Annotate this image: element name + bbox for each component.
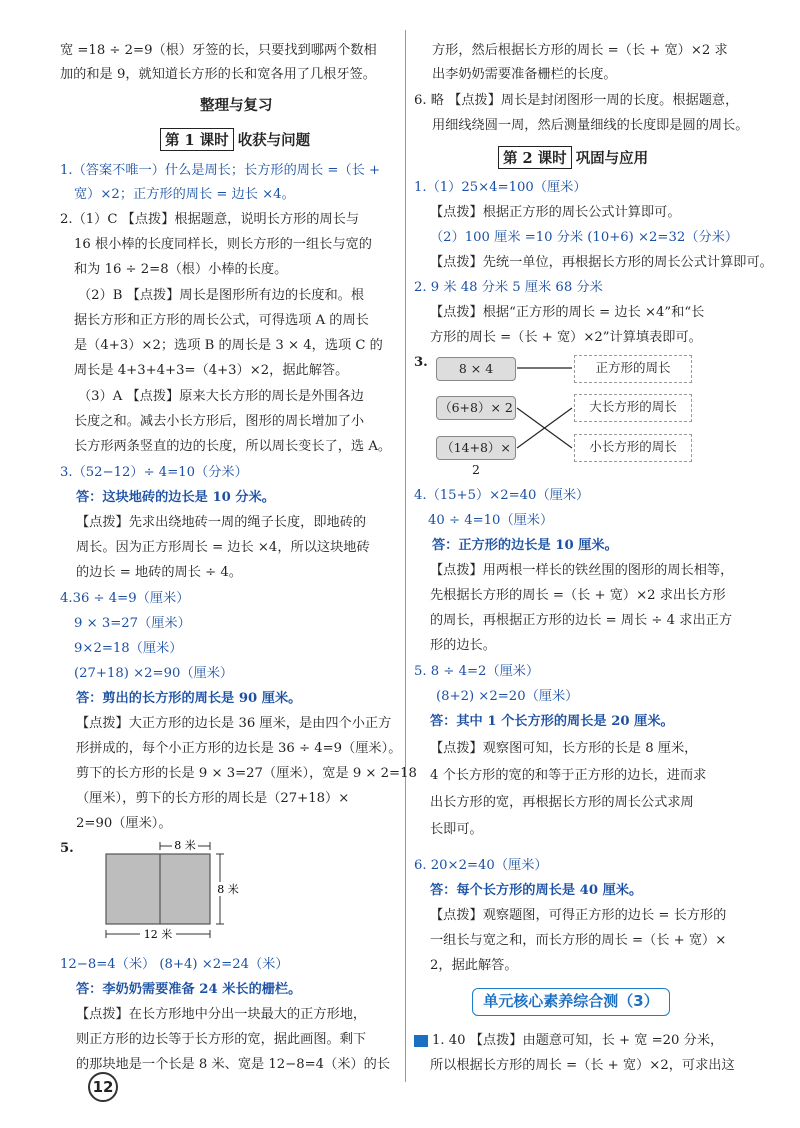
answer-line: 【点拨】根据正方形的周长公式计算即可。 <box>430 205 681 220</box>
lesson-number: 第 1 课时 <box>160 128 234 151</box>
label-box: 正方形的周长 <box>574 355 692 383</box>
answer-line: 是（4+3）×2；选项 B 的周长是 3 × 4，选项 C 的 <box>74 338 383 353</box>
bottom-dimension-label: 12 米 <box>143 928 173 941</box>
section-marker-icon <box>414 1035 428 1047</box>
answer-line: 出李奶奶需要准备栅栏的长度。 <box>432 67 617 82</box>
answer-line: 6. 20×2=40（厘米） <box>414 858 548 873</box>
answer-line: 据长方形和正方形的周长公式，可得选项 A 的周长 <box>74 313 369 328</box>
answer-line: 用细线绕圆一周，然后测量细线的长度即是圆的周长。 <box>432 118 749 133</box>
answer-line: 答：正方形的边长是 10 厘米。 <box>432 538 618 553</box>
answer-line: 方形，然后根据长方形的周长 =（长 + 宽）×2 求 <box>432 43 728 58</box>
answer-line: 的那块地是一个长是 8 米、宽是 12−8=4（米）的长 <box>76 1057 390 1072</box>
answer-line: 【点拨】根据“正方形的周长 = 边长 ×4”和“长 <box>430 305 705 320</box>
intro-line: 宽 =18 ÷ 2=9（根）牙签的长，只要找到哪两个数相 <box>60 43 377 58</box>
answer-line: 4.36 ÷ 4=9（厘米） <box>60 591 190 606</box>
answer-line: 剪下的长方形的长是 9 × 3=27（厘米），宽是 9 × 2=18 <box>76 766 417 781</box>
answer-line: 1.（1）25×4=100（厘米） <box>414 180 587 195</box>
answer-line: 则正方形的边长等于长方形的宽，据此画图。剩下 <box>76 1032 367 1047</box>
answer-line: 先根据长方形的周长 =（长 + 宽）×2 求出长方形 <box>430 588 726 603</box>
lesson-name: 收获与问题 <box>237 132 311 149</box>
unit-test-title: 单元核心素养综合测（3） <box>472 988 670 1016</box>
answer-line: 【点拨】先求出绕地砖一周的绳子长度，即地砖的 <box>76 515 367 530</box>
answer-line: 2. 9 米 48 分米 5 厘米 68 分米 <box>414 280 603 295</box>
answer-line: 【点拨】大正方形的边长是 36 厘米，是由四个小正方 <box>76 716 392 731</box>
answer-line: 2.（1）C 【点拨】根据题意，说明长方形的周长与 <box>60 212 360 227</box>
question-number: 5. <box>60 841 74 856</box>
answer-line: 16 根小棒的长度同样长，则长方形的一组长与宽的 <box>74 237 372 252</box>
answer-line: 【点拨】先统一单位，再根据长方形的周长公式计算即可。 <box>430 255 773 270</box>
answer-line: 9 × 3=27（厘米） <box>74 616 191 631</box>
answer-line: 长即可。 <box>430 822 483 837</box>
rectangle-plot-figure <box>96 836 286 946</box>
expression-box: 8 × 4 <box>436 357 516 381</box>
answer-line: 6. 略 【点拨】周长是封闭图形一周的长度。根据题意， <box>414 93 739 108</box>
answer-line: 【点拨】观察题图，可得正方形的边长 = 长方形的 <box>430 908 727 923</box>
answer-line: 5. 8 ÷ 4=2（厘米） <box>414 664 540 679</box>
answer-line: 的周长，再根据正方形的边长 = 周长 ÷ 4 求出正方 <box>430 613 733 628</box>
answer-line: 2=90（厘米）。 <box>76 816 172 831</box>
answer-line: 长方形两条竖直的边的长度，所以周长变长了，选 A。 <box>74 439 392 454</box>
expression-box: （14+8）× 2 <box>436 436 516 460</box>
answer-line: （厘米），剪下的长方形的周长是（27+18）× <box>76 791 350 806</box>
answer-line: 40 ÷ 4=10（厘米） <box>428 513 554 528</box>
answer-line: 形拼成的，每个小正方形的边长是 36 ÷ 4=9（厘米）。 <box>76 741 402 756</box>
answer-line: 周长。因为正方形周长 = 边长 ×4，所以这块地砖 <box>76 540 370 555</box>
answer-line: 3.（52−12）÷ 4=10（分米） <box>60 465 248 480</box>
answer-line: 答：李奶奶需要准备 24 米长的栅栏。 <box>76 982 302 997</box>
answer-line: 1. 40 【点拨】由题意可知，长 + 宽 =20 分米， <box>414 1032 723 1050</box>
answer-line: 9×2=18（厘米） <box>74 641 183 656</box>
answer-line: 【点拨】观察图可知，长方形的长是 8 厘米， <box>430 741 698 756</box>
answer-line: 答：这块地砖的边长是 10 分米。 <box>76 490 275 505</box>
answer-line: 宽）×2；正方形的周长 = 边长 ×4。 <box>74 187 295 202</box>
label-box: 大长方形的周长 <box>574 394 692 422</box>
answer-line: 周长是 4+3+4+3=（4+3）×2，据此解答。 <box>74 363 349 378</box>
answer-line: 【点拨】在长方形地中分出一块最大的正方形地， <box>76 1007 367 1022</box>
answer-line: 4 个长方形的宽的和等于正方形的边长，进而求 <box>430 768 707 783</box>
column-divider <box>405 30 406 1082</box>
section-title: 整理与复习 <box>200 97 273 114</box>
answer-line: 的边长 = 地砖的周长 ÷ 4。 <box>76 565 242 580</box>
answer-line: 长度之和。减去小长方形后，图形的周长增加了小 <box>74 414 365 429</box>
answer-line: (8+2) ×2=20（厘米） <box>436 689 579 704</box>
answer-line: （2）100 厘米 =10 分米 (10+6) ×2=32（分米） <box>430 230 739 245</box>
right-dimension-label: 8 米 <box>217 883 239 896</box>
answer-line: 形的边长。 <box>430 638 496 653</box>
intro-line: 加的和是 9，就知道长方形的长和宽各用了几根牙签。 <box>60 67 376 82</box>
answer-line: 出长方形的宽，再根据长方形的周长公式求周 <box>430 795 694 810</box>
answer-line: 方形的周长 =（长 + 宽）×2”计算填表即可。 <box>430 330 702 345</box>
lesson-number: 第 2 课时 <box>498 146 572 169</box>
expression-box: （6+8）× 2 <box>436 396 516 420</box>
answer-line: 和为 16 ÷ 2=8（根）小棒的长度。 <box>74 262 288 277</box>
answer-line: 2，据此解答。 <box>430 958 518 973</box>
answer-line: （2）B 【点拨】周长是图形所有边的长度和。根 <box>78 288 365 303</box>
answer-line: 12−8=4（米） (8+4) ×2=24（米） <box>60 957 289 972</box>
answer-line: （3）A 【点拨】原来大长方形的周长是外围各边 <box>78 389 364 404</box>
lesson-1-heading <box>160 128 310 151</box>
answer-line: 答：其中 1 个长方形的周长是 20 厘米。 <box>430 714 674 729</box>
answer-line: 1.（答案不唯一）什么是周长；长方形的周长 =（长 + <box>60 163 381 178</box>
top-dimension-label: 8 米 <box>174 839 196 852</box>
answer-line: (27+18) ×2=90（厘米） <box>74 666 234 681</box>
answer-line: 4.（15+5）×2=40（厘米） <box>414 488 590 503</box>
page-number: 12 <box>88 1072 118 1102</box>
land-rectangle <box>106 854 210 924</box>
answer-line: 答：每个长方形的周长是 40 厘米。 <box>430 883 643 898</box>
answer-line: 一组长与宽之和，而长方形的周长 =（长 + 宽）× <box>430 933 727 948</box>
lesson-2-heading <box>498 146 648 169</box>
answer-line: 答：剪出的长方形的周长是 90 厘米。 <box>76 691 302 706</box>
lesson-name: 巩固与应用 <box>575 150 649 167</box>
question-number: 3. <box>414 355 428 370</box>
answer-line: 所以根据长方形的周长 =（长 + 宽）×2，可求出这 <box>430 1058 735 1073</box>
answer-line: 【点拨】用两根一样长的铁丝围的图形的周长相等， <box>430 563 734 578</box>
label-box: 小长方形的周长 <box>574 434 692 462</box>
